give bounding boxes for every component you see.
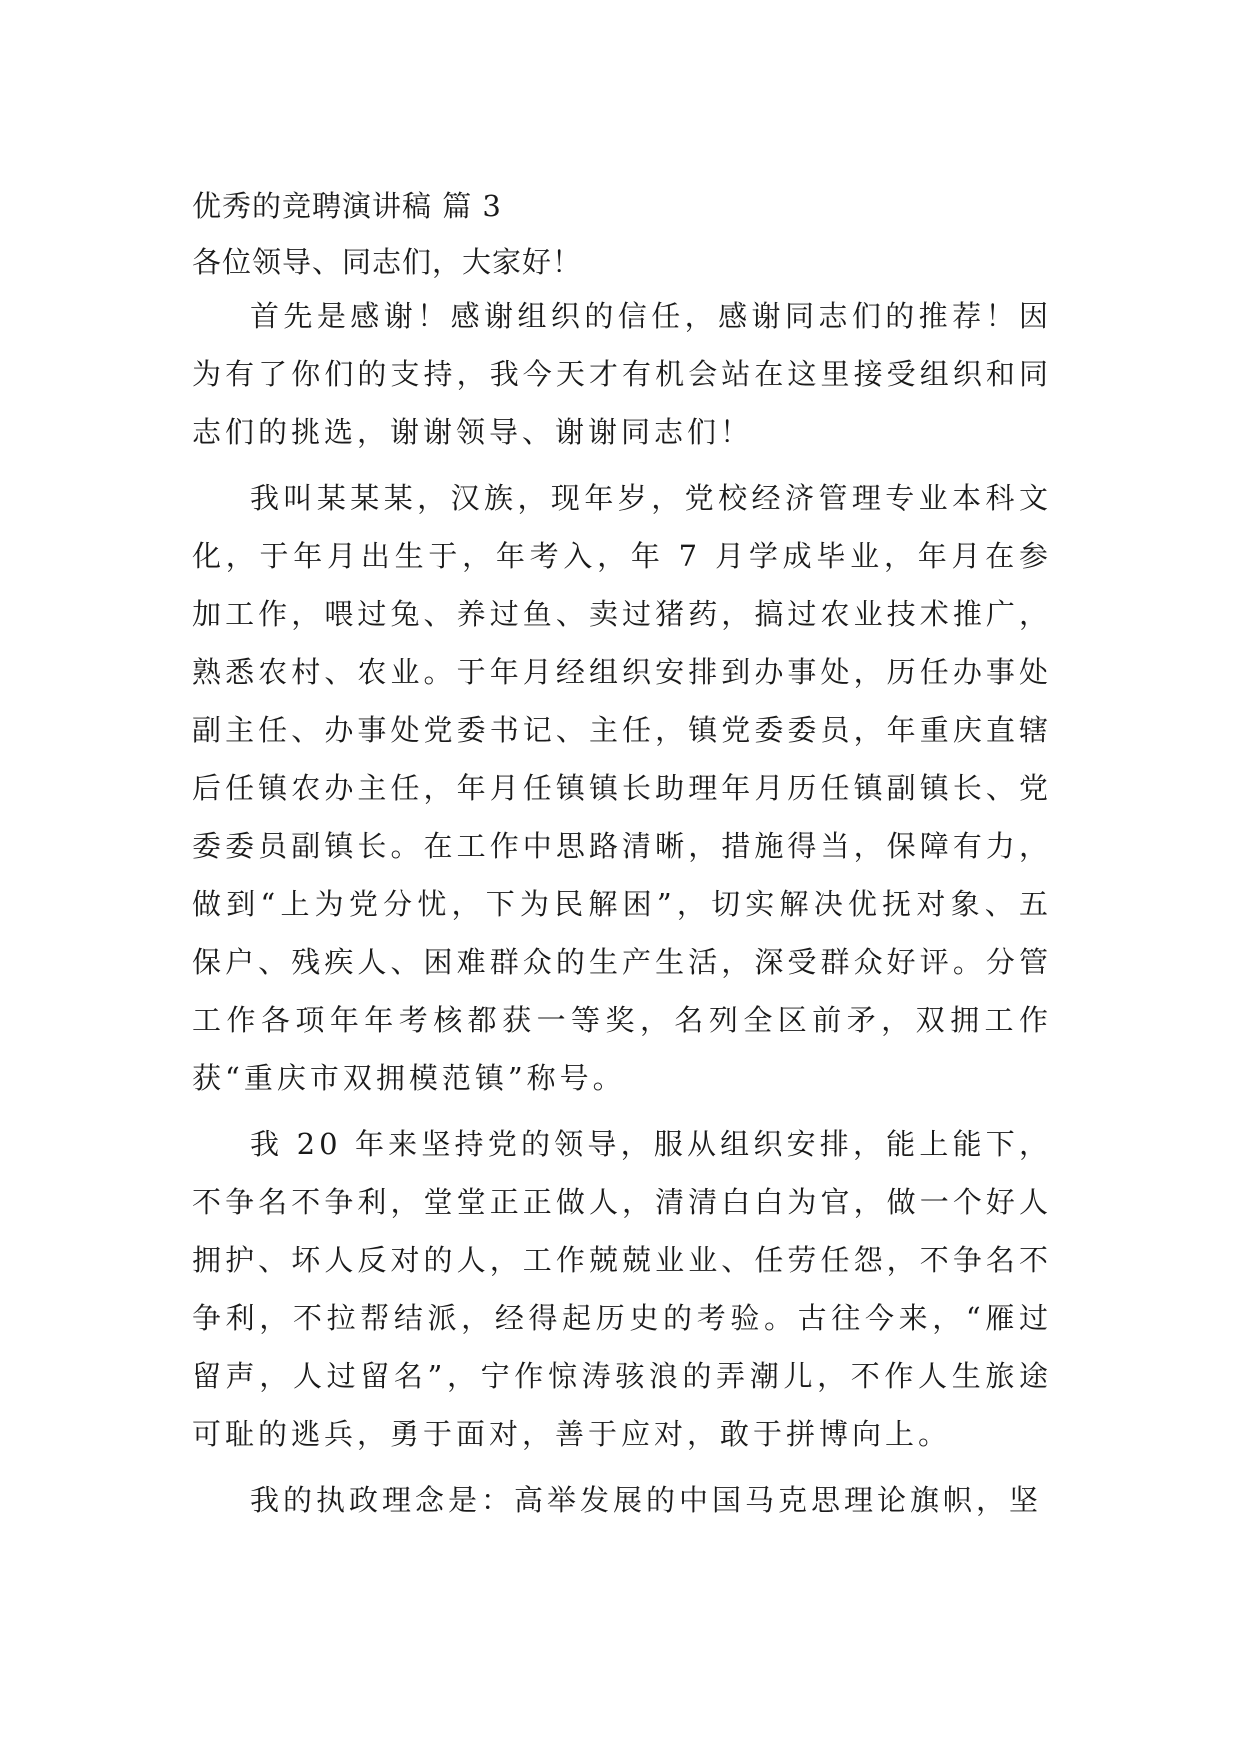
paragraph-conduct: 我 20 年来坚持党的领导，服从组织安排，能上能下，不争名不争利，堂堂正正做人，清清白白为官，做一个好人拥护、坏人反对的人，工作兢兢业业、任劳任怨，不争名不争利，不拉帮结派，经得起历史的考验。古往今来，“雁过留声，人过留名”，宁作惊涛骇浪的弄潮儿，不作人生旅途可耻的逃兵，勇于面对，善于应对，敢于拼博向上。 (192, 1127, 1052, 1451)
paragraph-philosophy: 我的执政理念是：高举发展的中国马克思理论旗帜，坚 (250, 1483, 1043, 1517)
document-body (192, 185, 1052, 1529)
paragraph-thanks: 首先是感谢！感谢组织的信任，感谢同志们的推荐！因为有了你们的支持，我今天才有机会站在这里接受组织和同志们的挑选，谢谢领导、谢谢同志们！ (192, 299, 1052, 449)
greeting-line: 各位领导、同志们，大家好！ (192, 245, 583, 279)
paragraph-biography: 我叫某某某，汉族，现年岁，党校经济管理专业本科文化，于年月出生于，年考入，年 7 月学成毕业，年月在参加工作，喂过兔、养过鱼、卖过猪药，搞过农业技术推广，熟悉农村、农业。于年月经组织安排到办事处，历任办事处副主任、办事处党委书记、主任，镇党委委员，年重庆直辖后任镇农办主任，年月任镇镇长助理年月历任镇副镇长、党委委员副镇长。在工作中思路清晰，措施得当，保障有力，做到“上为党分忧，下为民解困”，切实解决优抚对象、五保户、残疾人、困难群众的生产生活，深受群众好评。分管工作各项年年考核都获一等奖，名列全区前矛，双拥工作获“重庆市双拥模范镇”称号。 (192, 481, 1052, 1095)
document-title: 优秀的竞聘演讲稿 篇 3 (192, 189, 502, 223)
